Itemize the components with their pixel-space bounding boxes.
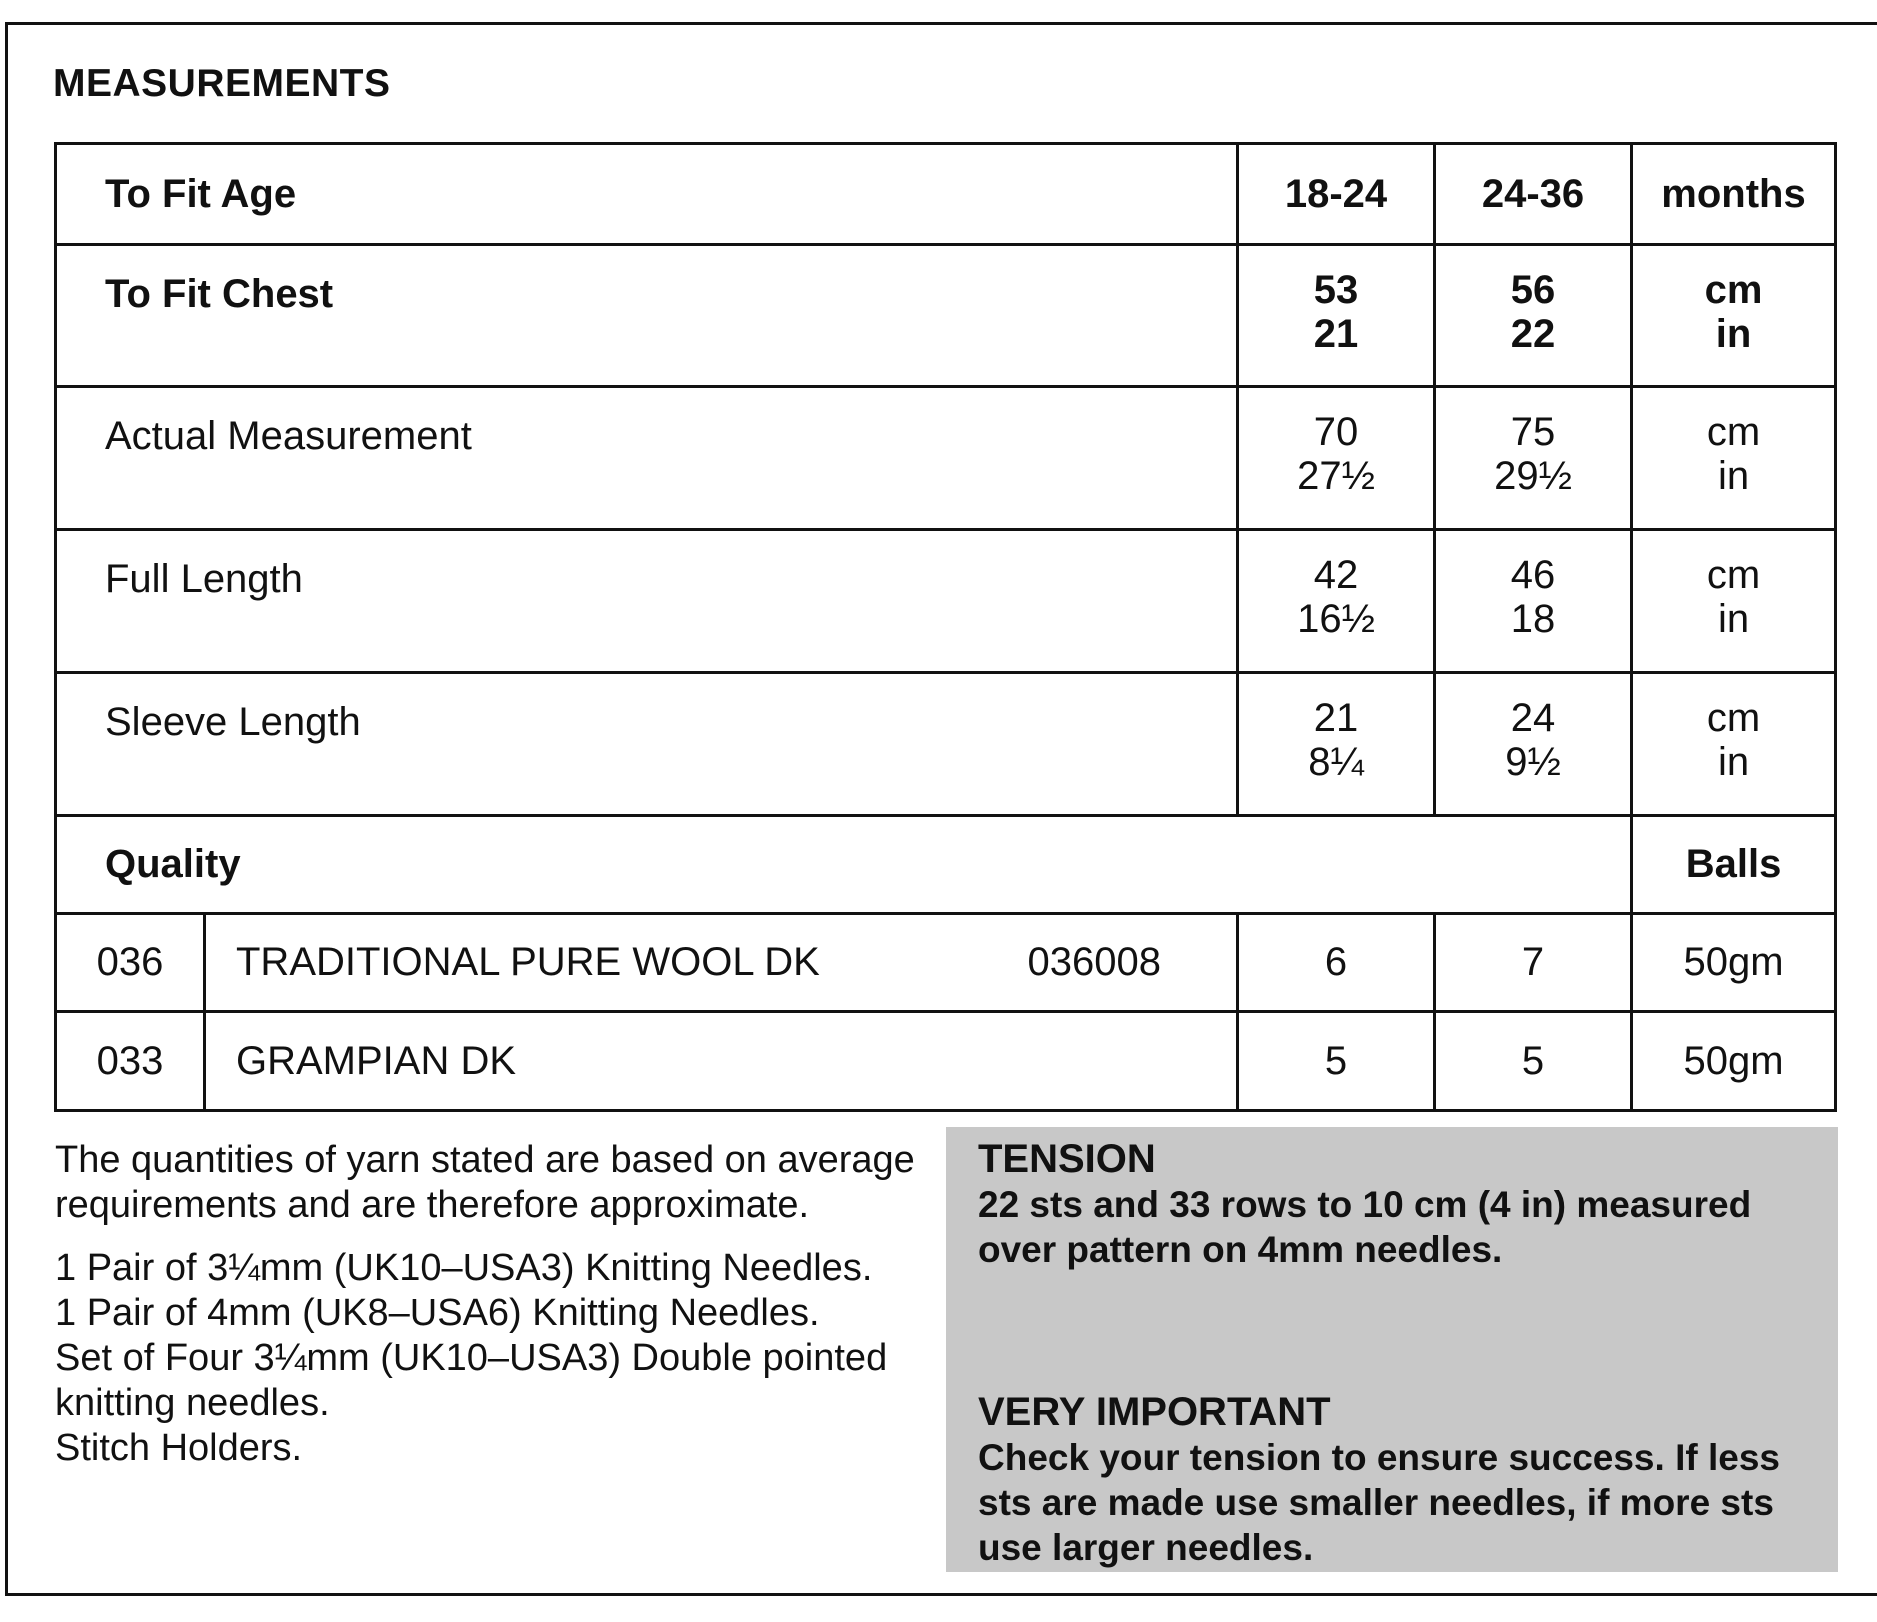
yarn-name: GRAMPIAN DK	[236, 1038, 517, 1083]
needles-note-3: Set of Four 3¼mm (UK10–USA3) Double pointed knitting needles.	[55, 1337, 888, 1424]
important-text: Check your tension to ensure success. If less sts are made use smaller needles, if more sts use larger needles.	[978, 1437, 1780, 1568]
table-row-yarn	[56, 914, 1836, 1012]
table-row-full-length	[56, 530, 1836, 673]
important-heading: VERY IMPORTANT	[978, 1390, 1331, 1434]
page-title: MEASUREMENTS	[53, 62, 391, 105]
yarn-name: TRADITIONAL PURE WOOL DK	[236, 940, 820, 984]
yarn-size-1: 6	[1238, 914, 1435, 1012]
quality-label: Quality	[56, 816, 1632, 914]
needles-note-2: 1 Pair of 4mm (UK8–USA6) Knitting Needles.	[55, 1292, 820, 1334]
yarn-weight: 50gm	[1632, 914, 1836, 1012]
table-row-chest	[56, 245, 1836, 387]
table-row-actual	[56, 387, 1836, 530]
materials-notes	[55, 1138, 935, 1471]
table-row-yarn	[56, 1012, 1836, 1111]
actual-size-2: 75 29½	[1435, 387, 1632, 530]
sleeve-size-2: 24 9½	[1435, 673, 1632, 816]
measurements-table	[54, 142, 1837, 1112]
yarn-name-cell	[205, 1012, 1238, 1111]
tension-box	[946, 1127, 1838, 1572]
yarn-code: 036	[56, 914, 205, 1012]
quality-unit: Balls	[1632, 816, 1836, 914]
chest-label: To Fit Chest	[56, 245, 1238, 387]
sleeve-label: Sleeve Length	[56, 673, 1238, 816]
sleeve-size-1: 21 8¼	[1238, 673, 1435, 816]
tension-heading: TENSION	[978, 1137, 1156, 1181]
yarn-weight: 50gm	[1632, 1012, 1836, 1111]
tension-text: 22 sts and 33 rows to 10 cm (4 in) measured over pattern on 4mm needles.	[978, 1184, 1752, 1270]
needles-note-1: 1 Pair of 3¼mm (UK10–USA3) Knitting Needles.	[55, 1247, 873, 1289]
chest-units: cm in	[1632, 245, 1836, 387]
holders-note: Stitch Holders.	[55, 1427, 303, 1469]
age-size-1: 18-24	[1238, 144, 1435, 245]
yarn-shade: 036008	[1027, 940, 1162, 984]
full-length-size-1: 42 16½	[1238, 530, 1435, 673]
sleeve-units: cm in	[1632, 673, 1836, 816]
yarn-size-2: 5	[1435, 1012, 1632, 1111]
yarn-size-2: 7	[1435, 914, 1632, 1012]
actual-units: cm in	[1632, 387, 1836, 530]
yarn-size-1: 5	[1238, 1012, 1435, 1111]
age-label: To Fit Age	[56, 144, 1238, 245]
chest-size-1: 53 21	[1238, 245, 1435, 387]
actual-label: Actual Measurement	[56, 387, 1238, 530]
chest-size-2: 56 22	[1435, 245, 1632, 387]
full-length-units: cm in	[1632, 530, 1836, 673]
yarn-name-cell	[205, 914, 1238, 1012]
table-row-quality	[56, 816, 1836, 914]
table-row-age	[56, 144, 1836, 245]
quantities-note: The quantities of yarn stated are based on average requirements and are therefore approximate.	[55, 1139, 915, 1226]
age-unit: months	[1632, 144, 1836, 245]
actual-size-1: 70 27½	[1238, 387, 1435, 530]
full-length-label: Full Length	[56, 530, 1238, 673]
age-size-2: 24-36	[1435, 144, 1632, 245]
table-row-sleeve	[56, 673, 1836, 816]
yarn-code: 033	[56, 1012, 205, 1111]
full-length-size-2: 46 18	[1435, 530, 1632, 673]
